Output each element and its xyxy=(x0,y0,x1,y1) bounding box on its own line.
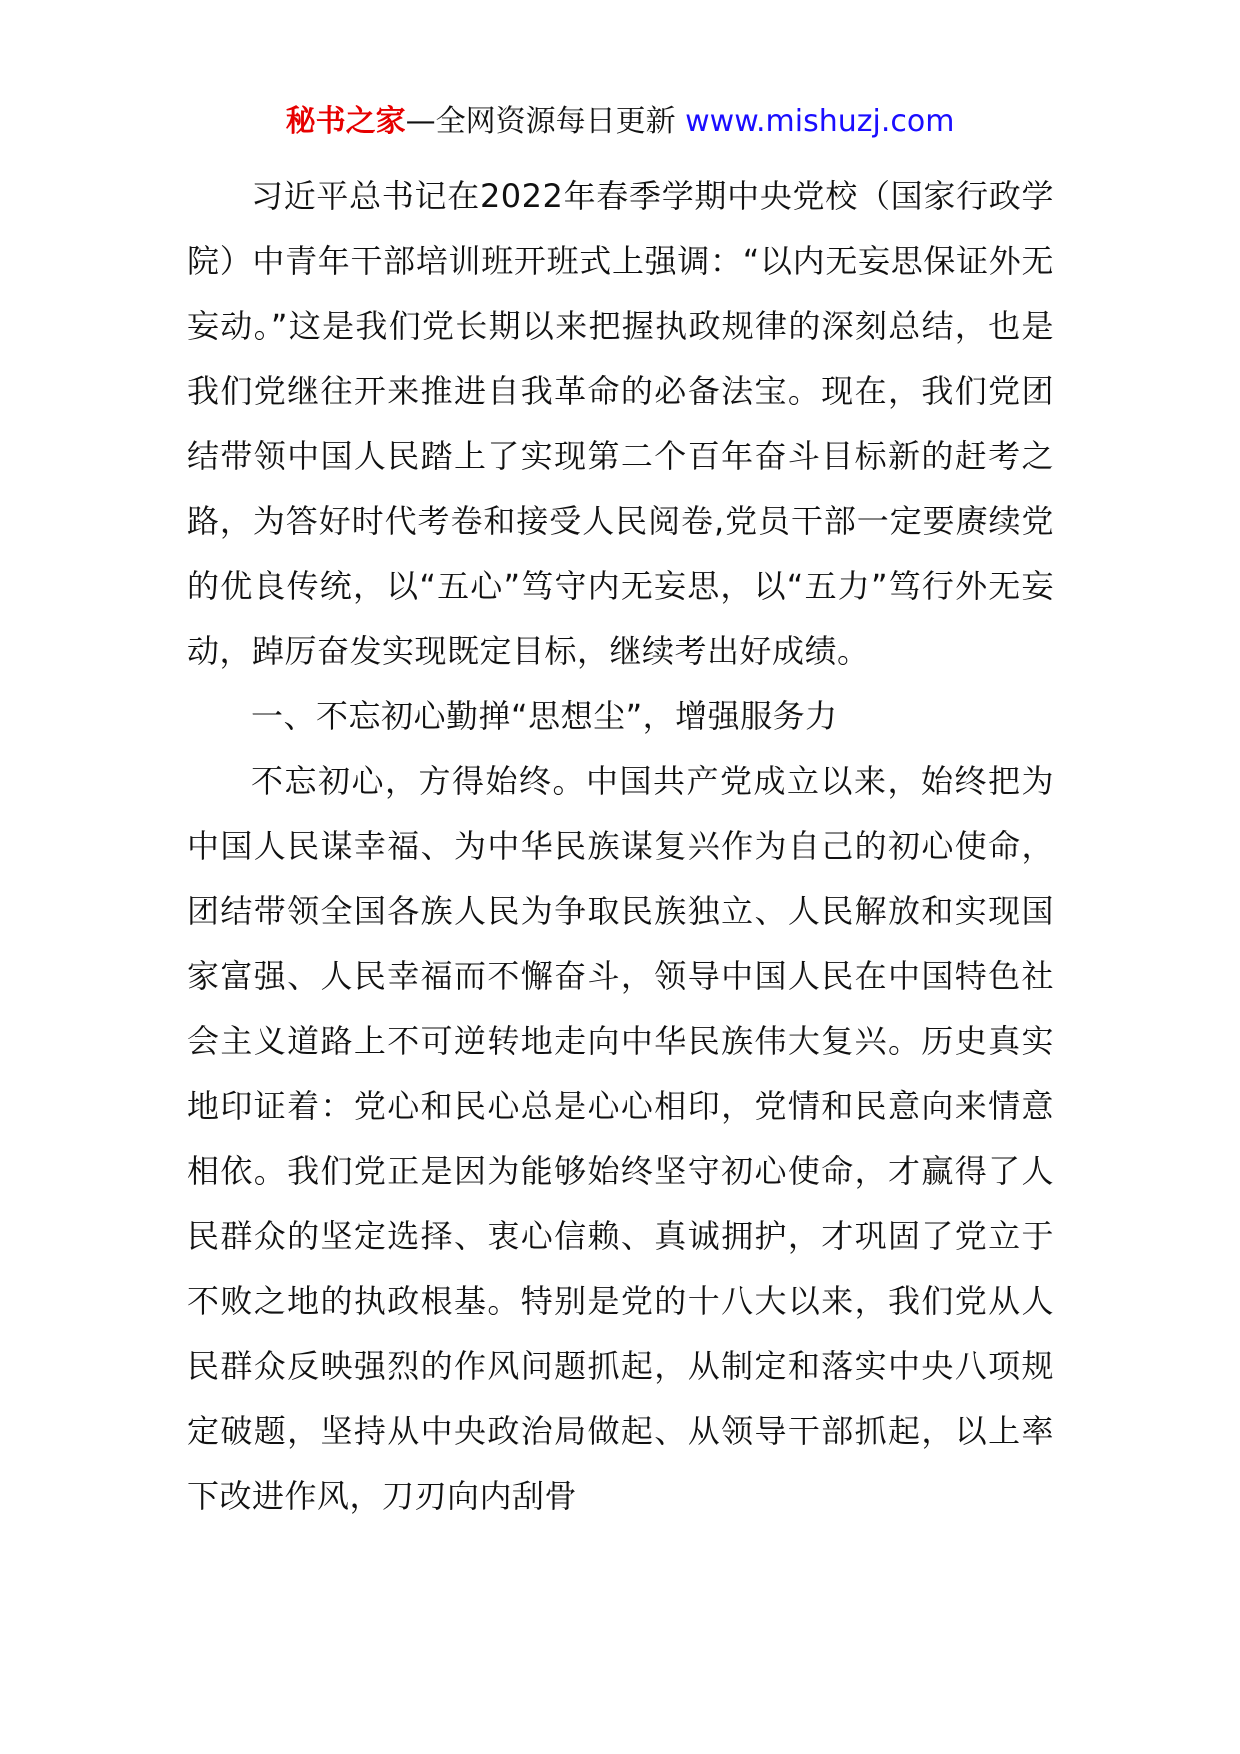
section-paragraph: 不忘初心，方得始终。中国共产党成立以来，始终把为中国人民谋幸福、为中华民族谋复兴作为自己的初心使命，团结带领全国各族人民为争取民族独立、人民解放和实现国家富强、人民幸福而不懈奋斗，领导中国人民在中国特色社会主义道路上不可逆转地走向中华民族伟大复兴。历史真实地印证着：党心和民心总是心心相印，党情和民意向来情意相依。我们党正是因为能够始终坚守初心使命，才赢得了人民群众的坚定选择、衷心信赖、真诚拥护，才巩固了党立于不败之地的执政根基。特别是党的十八大以来，我们党从人民群众反映强烈的作风问题抓起，从制定和落实中央八项规定破题，坚持从中央政治局做起、从领导干部抓起，以上率下改进作风，刀刃向内刮骨 xyxy=(187,762,1054,1515)
page-header xyxy=(0,100,1240,144)
site-url-link[interactable]: www.mishuzj.com xyxy=(685,104,955,139)
section-heading: 一、不忘初心勤掸“思想尘”，增强服务力 xyxy=(251,697,838,735)
intro-paragraph: 习近平总书记在2022年春季学期中央党校（国家行政学院）中青年干部培训班开班式上强调：“以内无妄思保证外无妄动。”这是我们党长期以来把握执政规律的深刻总结，也是我们党继往开来推进自我革命的必备法宝。现在，我们党团结带领中国人民踏上了实现第二个百年奋斗目标新的赶考之路，为答好时代考卷和接受人民阅卷,党员干部一定要赓续党的优良传统，以“五心”笃守内无妄思，以“五力”笃行外无妄动，踔厉奋发实现既定目标，继续考出好成绩。 xyxy=(187,177,1054,670)
brand-name: 秘书之家 xyxy=(285,104,406,139)
document-body xyxy=(187,164,1054,1529)
header-tagline: —全网资源每日更新 xyxy=(405,104,676,139)
